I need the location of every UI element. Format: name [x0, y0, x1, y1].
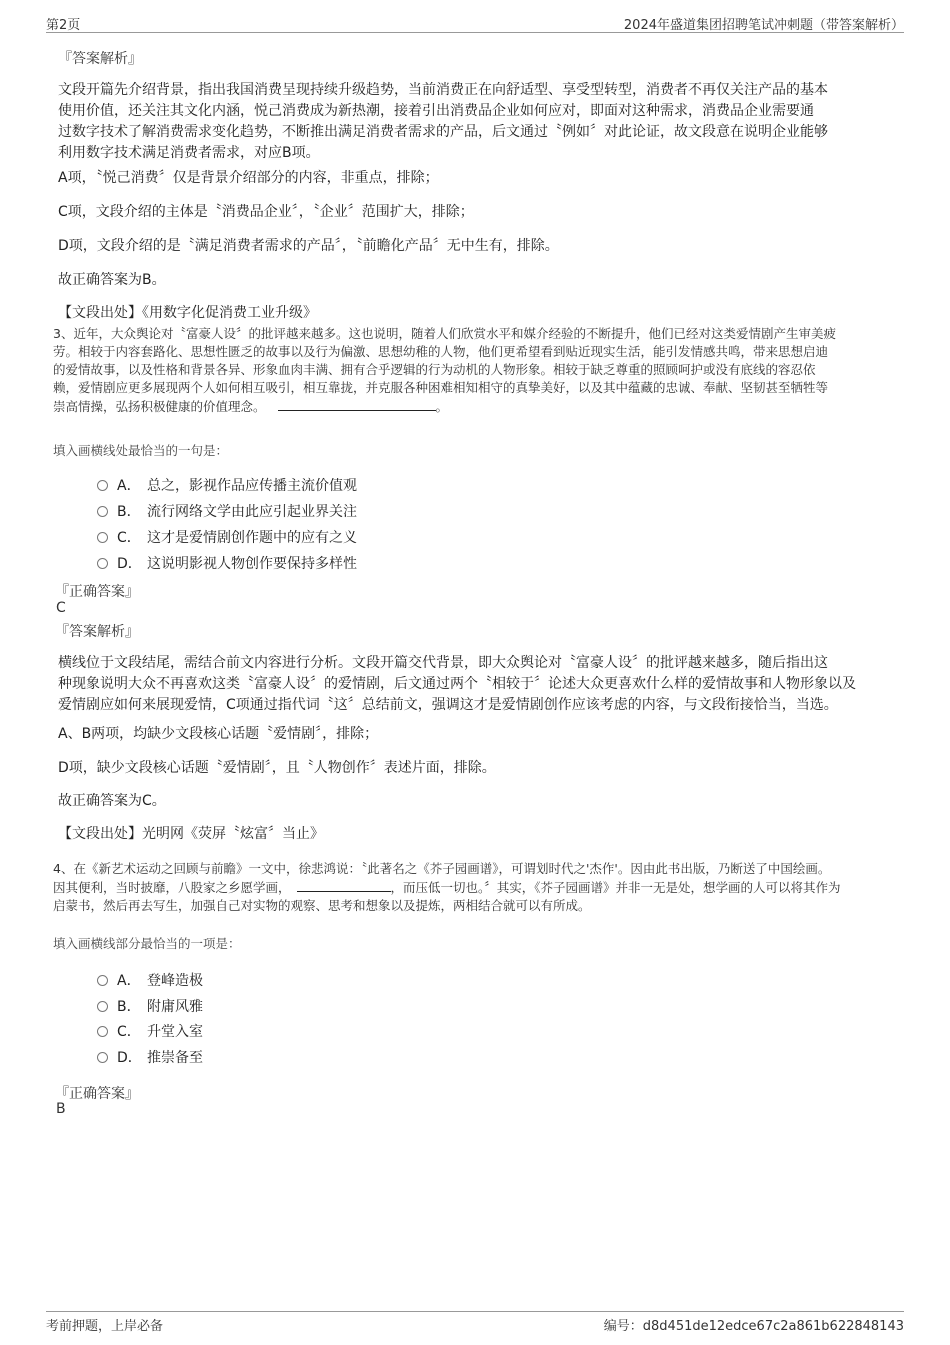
correct-answer: C — [56, 600, 66, 616]
point-c: C项，文段介绍的主体是〝消费品企业〞，〝企业〞范围扩大，排除； — [58, 204, 474, 220]
option-b[interactable] — [97, 501, 357, 521]
end-mark: 。 — [435, 399, 449, 414]
analysis-label: 『答案解析』 — [55, 624, 139, 640]
radio-icon[interactable] — [97, 975, 108, 986]
text-line: 劳。相较于内容套路化、思想性匮乏的故事以及行为偏激、思想幼稚的人物，他们更希望看到贴近现实生活，能引发情感共鸣，带来思想启迪 — [53, 344, 829, 359]
analysis-paragraph — [58, 653, 898, 716]
source-citation: 【文段出处】《用数字化促消费工业升级》 — [58, 305, 317, 321]
text-line: 爱情剧应如何来展现爱情，C项通过指代词〝这〞总结前文，强调这才是爱情剧创作应该考虑的内容，与文段衔接恰当，当选。 — [58, 697, 838, 713]
code-value: d8d451de12edce67c2a861b622848143 — [642, 1319, 904, 1334]
radio-icon[interactable] — [97, 506, 108, 517]
option-b[interactable] — [97, 996, 203, 1016]
option-text: 这说明影视人物创作要保持多样性 — [147, 556, 357, 572]
conclusion: 故正确答案为B。 — [58, 272, 166, 288]
text-line — [53, 397, 903, 416]
option-letter: A． — [117, 478, 141, 494]
text-line: 过数字技术了解消费需求变化趋势，不断推出满足消费者需求的产品，后文通过〝例如〞对此论证，故文段意在说明企业能够 — [58, 124, 828, 140]
option-text: 这才是爱情剧创作题中的应有之义 — [147, 530, 357, 546]
text-line: 4、在《新艺术运动之回顾与前瞻》一文中，徐悲鸿说：〝此著名之《芥子园画谱》，可谓划时代之'杰作'。因由此书出版，乃断送了中国绘画。 — [53, 861, 831, 876]
option-a[interactable] — [97, 970, 203, 990]
text-line: 种现象说明大众不再喜欢这类〝富豪人设〞的爱情剧，后文通过两个〝相较于〞论述大众更喜欢什么样的爱情故事和人物形象以及 — [58, 676, 856, 692]
correct-answer-label: 『正确答案』 — [55, 584, 139, 600]
option-text: 升堂入室 — [147, 1024, 203, 1040]
option-d[interactable] — [97, 553, 357, 573]
answer-blank — [278, 397, 436, 411]
option-text: 推崇备至 — [147, 1050, 203, 1066]
point-ab: A、B两项，均缺少文段核心话题〝爱情剧〞，排除； — [58, 726, 379, 742]
document-title: 2024年盛道集团招聘笔试冲刺题（带答案解析） — [623, 18, 904, 33]
analysis-label: 『答案解析』 — [58, 51, 142, 67]
point-d: D项，文段介绍的是〝满足消费者需求的产品〞，〝前瞻化产品〞无中生有，排除。 — [58, 238, 559, 254]
question-4-stem — [53, 860, 908, 915]
text-line: 横线位于文段结尾，需结合前文内容进行分析。文段开篇交代背景，即大众舆论对〝富豪人设〞的批评越来越多，随后指出这 — [58, 655, 828, 671]
option-letter: B． — [117, 504, 141, 520]
question-3-stem — [53, 325, 903, 416]
option-d[interactable] — [97, 1047, 203, 1067]
text-line: 使用价值，还关注其文化内涵，悦己消费成为新热潮，接着引出消费品企业如何应对，即面对这种需求，消费品企业需要通 — [58, 103, 814, 119]
footer-motto: 考前押题，上岸必备 — [46, 1319, 164, 1334]
text-line: 利用数字技术满足消费者需求，对应B项。 — [58, 145, 320, 161]
text-line: 启蒙书，然后再去写生，加强自己对实物的观察、思考和想象以及提炼，两相结合就可以有所成。 — [53, 898, 591, 913]
text-line: 3、近年，大众舆论对〝富豪人设〞的批评越来越多。这也说明，随着人们欣赏水平和媒介经验的不断提升，他们已经对这类爱情剧产生审美疲 — [53, 326, 836, 341]
radio-icon[interactable] — [97, 532, 108, 543]
correct-answer: B — [56, 1101, 66, 1117]
option-letter: C． — [117, 1024, 141, 1040]
radio-icon[interactable] — [97, 480, 108, 491]
text-line — [53, 878, 908, 897]
correct-answer-label: 『正确答案』 — [55, 1086, 139, 1102]
question-3-prompt: 填入画横线处最恰当的一句是： — [53, 443, 229, 458]
code-label: 编号： — [603, 1319, 643, 1334]
analysis-paragraph — [58, 80, 898, 164]
option-c[interactable] — [97, 527, 357, 547]
option-letter: D． — [117, 1050, 142, 1066]
page-number: 第2页 — [46, 18, 81, 33]
conclusion: 故正确答案为C。 — [58, 793, 166, 809]
option-text: 登峰造极 — [147, 973, 203, 989]
option-text: 流行网络文学由此应引起业界关注 — [147, 504, 357, 520]
radio-icon[interactable] — [97, 1026, 108, 1037]
page-header — [46, 12, 904, 33]
text-line: 文段开篇先介绍背景，指出我国消费呈现持续升级趋势，当前消费正在向舒适型、享受型转型，消费者不再仅关注产品的基本 — [58, 82, 828, 98]
option-a[interactable] — [97, 475, 357, 495]
page-footer — [46, 1311, 904, 1334]
radio-icon[interactable] — [97, 1001, 108, 1012]
radio-icon[interactable] — [97, 1052, 108, 1063]
radio-icon[interactable] — [97, 558, 108, 569]
option-letter: A． — [117, 973, 141, 989]
text-segment: 崇高情操，弘扬积极健康的价值理念。 — [53, 399, 266, 414]
text-line: 赖，爱情剧应更多展现两个人如何相互吸引，相互靠拢，并克服各种困难相知相守的真挚美好，以及其中蕴藏的忠诚、奉献、坚韧甚至牺牲等 — [53, 380, 829, 395]
question-4-prompt: 填入画横线部分最恰当的一项是： — [53, 936, 241, 951]
option-text: 总之，影视作品应传播主流价值观 — [147, 478, 357, 494]
option-c[interactable] — [97, 1021, 203, 1041]
source-citation: 【文段出处】光明网《荧屏〝炫富〞当止》 — [58, 826, 324, 842]
option-text: 附庸风雅 — [147, 999, 203, 1015]
option-letter: B． — [117, 999, 141, 1015]
point-a: A项，〝悦己消费〞仅是背景介绍部分的内容，非重点，排除； — [58, 170, 439, 186]
option-letter: C． — [117, 530, 141, 546]
document-code — [604, 1315, 904, 1334]
text-segment: 因其便利，当时披靡，八股家之乡愿学画， — [53, 880, 291, 895]
point-d: D项，缺少文段核心话题〝爱情剧〞，且〝人物创作〞表述片面，排除。 — [58, 760, 496, 776]
option-letter: D． — [117, 556, 142, 572]
text-line: 的爱情故事，以及性格和背景各异、形象血肉丰满、拥有合乎逻辑的行为动机的人物形象。相较于缺乏尊重的照顾呵护或没有底线的容忍依 — [53, 362, 816, 377]
answer-blank — [297, 878, 391, 892]
text-segment: ，而压低一切也。〞其实，《芥子园画谱》并非一无是处，想学画的人可以将其作为 — [390, 880, 841, 895]
